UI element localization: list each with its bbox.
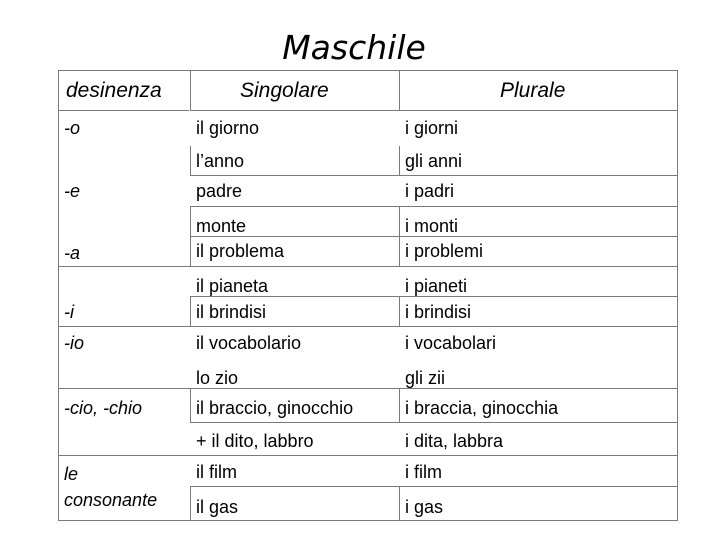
singolare-padre: padre: [196, 181, 243, 201]
plurale-padri: i padri: [405, 181, 455, 201]
suffix-i: -i: [64, 302, 74, 322]
singolare-monte: monte: [196, 216, 247, 236]
suffix-cio-chio: -cio, -chio: [64, 398, 143, 418]
plurale-dita: i dita, labbra: [405, 431, 504, 451]
plurale-problemi: i problemi: [405, 241, 484, 261]
singolare-vocabolario: il vocabolario: [196, 333, 302, 353]
suffix-o: -o: [64, 118, 81, 138]
plurale-brindisi: i brindisi: [405, 302, 472, 322]
suffix-consonante-line1: le: [64, 464, 79, 484]
plurale-gas: i gas: [405, 497, 444, 517]
suffix-io: -io: [64, 333, 85, 353]
singolare-giorno: il giorno: [196, 118, 260, 138]
plurale-monti: i monti: [405, 216, 459, 236]
singolare-problema: il problema: [196, 241, 285, 261]
header-singolare: Singolare: [240, 79, 329, 102]
suffix-a: -a: [64, 243, 81, 263]
singolare-film: il film: [196, 462, 237, 482]
plurale-anni: gli anni: [405, 151, 463, 171]
singolare-brindisi: il brindisi: [196, 302, 267, 322]
header-desinenza: desinenza: [66, 79, 162, 102]
singolare-dito: + il dito, labbro: [196, 431, 314, 451]
page-title: Maschile: [282, 28, 426, 67]
suffix-e: -e: [64, 181, 81, 201]
plurale-zii: gli zii: [405, 368, 446, 388]
plurale-braccia: i braccia, ginocchia: [405, 398, 559, 418]
plurale-vocabolari: i vocabolari: [405, 333, 497, 353]
singolare-zio: lo zio: [196, 368, 239, 388]
plurale-film: i film: [405, 462, 442, 482]
singolare-anno: l’anno: [196, 151, 245, 171]
singolare-braccio: il braccio, ginocchio: [196, 398, 354, 418]
suffix-consonante-line2: consonante: [64, 490, 158, 510]
plurale-giorni: i giorni: [405, 118, 459, 138]
header-plurale: Plurale: [500, 79, 566, 102]
singolare-pianeta: il pianeta: [196, 276, 269, 296]
plurale-pianeti: i pianeti: [405, 276, 468, 296]
singolare-gas: il gas: [196, 497, 239, 517]
